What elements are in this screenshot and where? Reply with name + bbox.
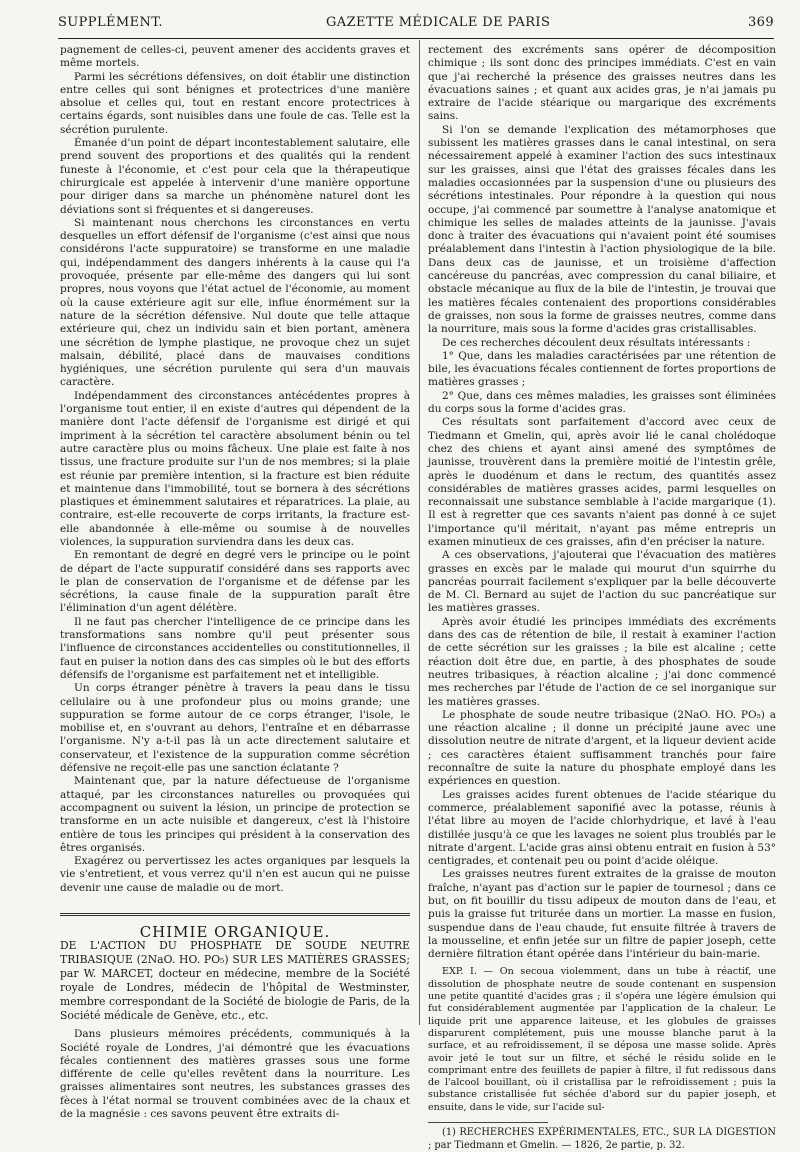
header-supplement: SUPPLÉMENT.	[58, 15, 163, 30]
paragraph: Il ne faut pas chercher l'intelligence de ce principe dans les transformations sans nombre qu'il peut présenter sous l'influence de circonstances accidentelles ou constitutionnelles, il faut en puiser la notion dans des cas simples où le but des efforts défensifs de l'organisme est parfaitement net et intelligible.	[60, 615, 410, 681]
paragraph: 1° Que, dans les maladies caractérisées par une rétention de bile, les évacuations fécales contiennent de fortes proportions de matières grasses ;	[428, 349, 776, 389]
paragraph: Émanée d'un point de départ incontestablement salutaire, elle prend souvent des proportions et des qualités qui la rendent funeste à l'économie, et c'est pour cela que la thérapeutique chirurgicale est appelée à intervenir d'une manière opportune pour diriger dans sa marche un phénomène naturel dont les déviations sont si fréquentes et si dangereuses.	[60, 137, 410, 216]
paragraph: De ces recherches découlent deux résultats intéressants :	[442, 336, 751, 349]
paragraph: Parmi les sécrétions défensives, on doit établir une distinction entre celles qui sont bénignes et protectrices d'une manière absolue et celles qui, tout en restant encore protectrices à certains égards, sont nuisibles dans une foule de cas. Telle est la sécrétion purulente.	[60, 70, 410, 136]
experiment-paragraph: EXP. I. — On secoua violemment, dans un tube à réactif, une dissolution de phosphate neutre de soude contenant en suspension une petite quantité d'acides gras ; il s'opéra une légère émulsion qui fut considérablement augmentée par l'application de la chaleur. Le liquide prit une apparence laiteuse, et les globules de graisses disparurent complétement, puis une mousse blanche parut à la surface, et au refroidissement, il se déposa une masse solide. Après avoir jeté le tout sur un filtre, et séché le résidu solide en le comprimant entre des feuillets de papier à filtre, il fut redissous dans de l'alcool bouillant, où il cristallisa par le refroidissement ; puis la substance cristallisée fut séchée d'abord sur du papier joseph, et ensuite, dans le vide, sur l'acide sul-	[428, 966, 776, 1113]
paragraph: Exagérez ou pervertissez les actes organiques par lesquels la vie s'entretient, et vous verrez qu'il n'en est aucun qui ne puisse devenir une cause de maladie ou de mort.	[60, 855, 410, 894]
column-divider	[419, 40, 420, 1025]
page-number: 369	[747, 15, 774, 30]
paragraph: Le phosphate de soude neutre tribasique (2NaO. HO. PO₅) a une réaction alcaline ; il donne un précipité jaune avec une dissolution neutre de nitrate d'argent, et la liqueur devient acide ; ces caractères étaient suffisamment tranchés pour faire reconnaître de suite la nature du phosphate employé dans les expériences en question.	[428, 708, 776, 788]
paragraph: Les graisses neutres furent extraites de la graisse de mouton fraîche, n'ayant pas d'action sur le papier de tournesol ; dans ce but, on fit bouillir du tissu adipeux de mouton dans de l'eau, et puis la graisse fut triturée dans un mortier. La masse en fusion, suspendue dans de l'eau chaude, fut ensuite filtrée à travers de la mousseline, et enfin jetée sur un filtre de papier joseph, cette dernière filtration étant opérée dans l'intérieur du bain-marie.	[428, 868, 776, 961]
paragraph: Dans plusieurs mémoires précédents, communiqués à la Société royale de Londres, j'ai démontré que les évacuations fécales contiennent des matières grasses sous une forme différente de celle qu'elles revêtent dans la nourriture. Les graisses alimentaires sont neutres, les substances grasses des fèces à l'état normal se trouvent combinées avec de la chaux et de la magnésie : ces savons peuvent être extraits di-	[60, 1028, 410, 1121]
paragraph: Si l'on se demande l'explication des métamorphoses que subissent les matières grasses dans le canal intestinal, on sera nécessairement appelé à examiner l'action des sucs intestinaux sur les graisses, ainsi que l'état des graisses fécales dans les maladies occasionnées par la suspension d'une ou plusieurs des sécrétions intestinales. Pour répondre à la question qui nous occupe, j'ai commencé par soumettre à l'analyse anatomique et chimique les selles de malades atteints de la jaunisse. J'avais donc à traiter des évacuations qui n'avaient point été soumises préalablement dans l'intestin à l'action physiologique de la bile. Dans deux cas de jaunisse, et un troisième d'affection cancéreuse du pancréas, avec compression du canal biliaire, et obstacle mécanique au flux de la bile de l'intestin, je trouvai que les matières fécales contenaient des proportions considérables de graisses, non sous la forme de graisses neutres, comme dans la nourriture, mais sous la forme d'acides gras cristallisables.	[428, 123, 776, 336]
paragraph: rectement des excréments sans opérer de décomposition chimique ; ils sont donc des principes immédiats. C'est en vain que j'ai recherché la présence des graisses neutres dans les évacuations saines ; et quant aux acides gras, je n'ai jamais pu extraire de l'acide stéarique ou margarique des excréments sains.	[428, 44, 776, 123]
paragraph: Les graisses acides furent obtenues de l'acide stéarique du commerce, préalablement saponifié avec la potasse, réunis à l'état libre au moyen de l'acide chlorhydrique, et lavé à l'eau distillée jusqu'à ce que les lavages ne soient plus troublés par le nitrate d'argent. L'acide gras ainsi obtenu entrait en fusion à 53° centigrades, et contenait peu ou point d'acide oléique.	[428, 788, 776, 868]
paragraph: Maintenant que, par la nature défectueuse de l'organisme attaqué, par les circonstances naturelles ou provoquées qui accompagnent ou suivent la lésion, un principe de protection se transforme en un acte nuisible et dangereux, c'est là l'histoire entière de tous les principes qui président à la conservation des êtres organisés.	[60, 775, 410, 854]
paragraph: pagnement de celles-ci, peuvent amener des accidents graves et même mortels.	[60, 44, 410, 70]
paragraph: Après avoir étudié les principes immédiats des excréments dans des cas de rétention de bile, il restait à examiner l'action de cette sécrétion sur les graisses ; la bile est alcaline ; cette réaction doit être due, en partie, à des phosphates de soude neutres tribasiques, à réaction alcaline ; j'ai donc commencé mes recherches par l'étude de l'action de ce sel inorganique sur les matières grasses.	[428, 615, 776, 708]
paragraph: Indépendamment des circonstances antécédentes propres à l'organisme tout entier, il en existe d'autres qui dépendent de la manière dont l'acte défensif de l'organisme est dirigé et qui impriment à la sécrétion tel caractère absolument bénin ou tel autre caractère plus ou moins fâcheux. Une plaie est faite à nos tissus, une fracture produite sur l'un de nos membres; si la plaie est réunie par première intention, si la fracture est bien réduite et maintenue dans l'immobilité, tout se bornera à des sécrétions plastiques et éminemment salutaires et réparatrices. La plaie, au contraire, est-elle recouverte de corps irritants, la fracture est-elle abandonnée à elle-même ou soumise à de nouvelles violences, la suppuration surviendra dans les deux cas.	[60, 389, 410, 548]
footnote-rule	[428, 1122, 548, 1123]
header-journal-title: GAZETTE MÉDICALE DE PARIS	[326, 15, 551, 30]
paragraph: Un corps étranger pénètre à travers la peau dans le tissu cellulaire ou à une profondeur plus ou moins grande; une suppuration se forme autour de ce corps étranger, l'isole, le mobilise et, en s'ouvrant au dehors, l'entraîne et en débarrasse l'organisme. N'y a-t-il pas là un acte directement salutaire et conservateur, et l'existence de la suppuration comme sécrétion défensive ne reçoit-elle pas une sanction éclatante ?	[60, 682, 410, 775]
paragraph: A ces observations, j'ajouterai que l'évacuation des matières grasses en excès par le malade qui mourut d'un squirrhe du pancréas pourrait facilement s'expliquer par la belle découverte de M. Cl. Bernard au sujet de l'action du suc pancréatique sur les matières grasses.	[428, 549, 776, 615]
running-header	[58, 15, 774, 37]
paragraph: En remontant de degré en degré vers le principe ou le point de départ de l'acte suppuratif considéré dans ses rapports avec le plan de conservation de l'organisme et de défense par les sécrétions, la cause finale de la suppuration paraît être l'élimination d'un agent délétère.	[60, 549, 410, 615]
section-rule	[60, 913, 410, 916]
paragraph: 2° Que, dans ces mêmes maladies, les graisses sont éliminées du corps sous la forme d'acides gras.	[428, 389, 776, 416]
article-heading: DE L'ACTION DU PHOSPHATE DE SOUDE NEUTRE TRIBASIQUE (2NaO. HO. PO₅) SUR LES MATIÈRES GRASSES; par W. MARCET, docteur en médecine, membre de la Société royale de Londres, médecin de l'hôpital de Westminster, membre correspondant de la Société de biologie de Paris, de la Société médicale de Genève, etc., etc.	[60, 939, 410, 1023]
footnote: (1) RECHERCHES EXPÉRIMENTALES, ETC., SUR LA DIGESTION ; par Tiedmann et Gmelin. — 1826, 2e partie, p. 32.	[428, 1127, 776, 1151]
section-title: CHIMIE ORGANIQUE.	[139, 923, 331, 941]
paragraph: Si maintenant nous cherchons les circonstances en vertu desquelles un effort défensif de l'organisme (c'est ainsi que nous considérons l'acte suppuratoire) se transforme en une maladie qui, indépendamment des dangers inhérents à la cause qui l'a provoquée, présente par elle-même des dangers qui lui sont propres, nous voyons que l'état actuel de l'économie, au moment où la cause extérieure agit sur elle, influe énormément sur la nature de la sécrétion défensive. Nul doute que telle attaque extérieure qui, chez un individu sain et bien portant, amènera une sécrétion de lymphe plastique, ne provoque chez un sujet malsain, débilité, placé dans de mauvaises conditions hygiéniques, une sécrétion purulente qui sera d'un mauvais caractère.	[60, 216, 410, 389]
paragraph: Ces résultats sont parfaitement d'accord avec ceux de Tiedmann et Gmelin, qui, après avoir lié le canal cholédoque chez des chiens et ayant ainsi amené des symptômes de jaunisse, trouvèrent dans la première moitié de l'intestin grêle, après le duodénum et dans le rectum, des quantités assez considérables de matières grasses acides, parmi lesquelles on reconnaissait une substance semblable à l'acide margarique (1). Il est à regretter que ces savants n'aient pas donné à ce sujet l'importance qu'il méritait, n'ayant pas même entrepris un examen minutieux de ces graisses, afin d'en préciser la nature.	[428, 416, 776, 548]
left-column	[60, 44, 410, 1121]
header-rule	[58, 38, 774, 39]
right-column	[428, 44, 776, 1152]
